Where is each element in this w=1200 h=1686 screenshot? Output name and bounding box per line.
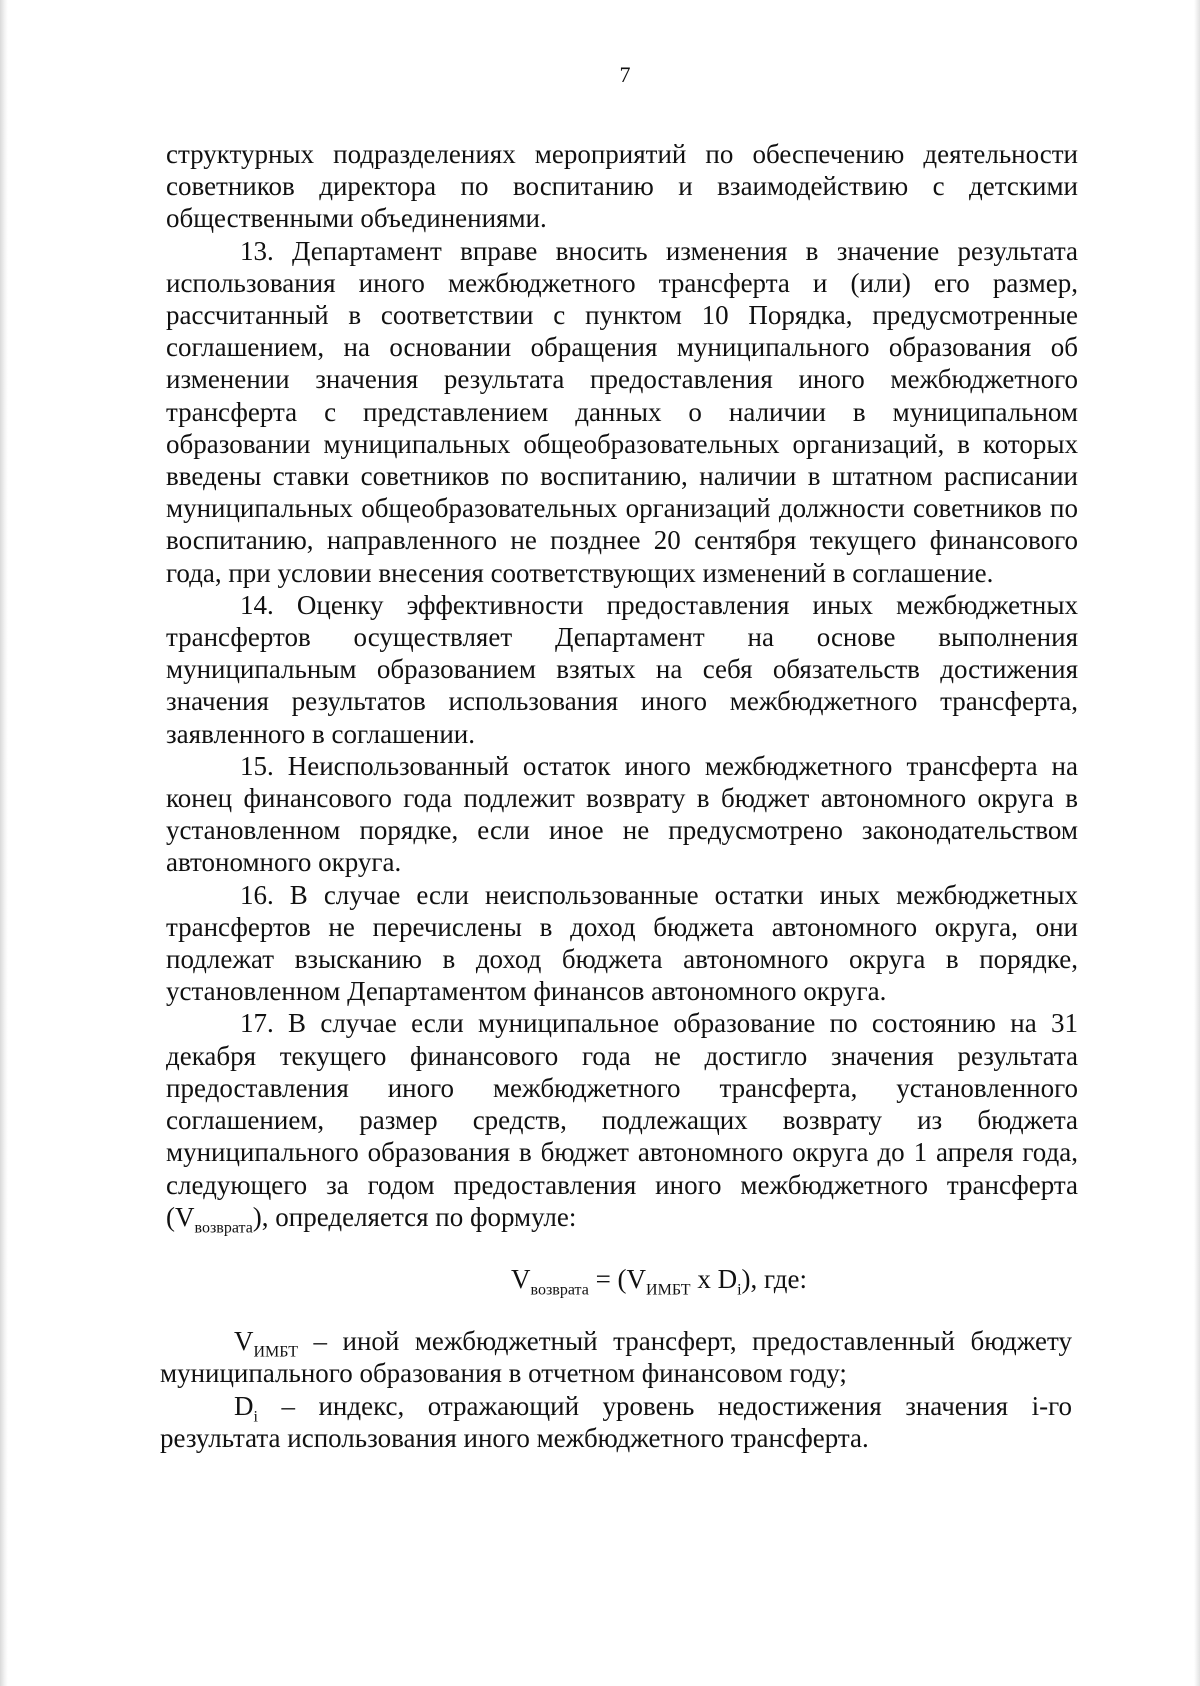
- formula-equals: = (V: [588, 1263, 647, 1294]
- definition-vimbt: [160, 1325, 1072, 1389]
- formula-i-subscript: i: [737, 1281, 742, 1299]
- formula-v: V: [511, 1263, 531, 1294]
- paragraph-17-subscript: возврата: [194, 1219, 253, 1237]
- paragraph-15: 15. Неиспользованный остаток иного межбюджетного трансферта на конец финансового года подлежит возврату в бюджет автономного округа в установленном порядке, если иное не предусмотрено законодательством автономного округа.: [166, 750, 1078, 878]
- formula-definitions: [160, 1325, 1072, 1454]
- definition-di: [160, 1390, 1072, 1454]
- return-formula: [166, 1263, 1078, 1299]
- document-body: [160, 138, 1078, 1454]
- paragraph-continuation: структурных подразделениях мероприятий по обеспечению деятельности советников директора по воспитанию и взаимодействию с детскими общественными объединениями.: [166, 139, 1078, 234]
- definition-di-subscript: i: [253, 1407, 258, 1425]
- paragraph-16: 16. В случае если неиспользованные остатки иных межбюджетных трансфертов не перечислены в доход бюджета автономного округа, они подлежат взысканию в доход бюджета автономного округа в порядке, установленном Департаментом финансов автономного округа.: [166, 879, 1078, 1007]
- definition-di-symbol: D: [234, 1390, 254, 1421]
- formula-v-subscript: возврата: [530, 1281, 589, 1299]
- formula-tail: ), где:: [741, 1263, 807, 1294]
- definition-di-text: – индекс, отражающий уровень недостижения значения i-го результата использования иного межбюджетного трансферта.: [160, 1390, 1072, 1453]
- definition-vimbt-symbol: V: [234, 1326, 254, 1357]
- paragraph-17-tail: ), определяется по формуле:: [252, 1201, 577, 1232]
- definition-vimbt-subscript: ИМБТ: [253, 1343, 299, 1361]
- scan-edge-right: [1194, 0, 1200, 1686]
- definition-vimbt-text: – иной межбюджетный трансферт, предоставленный бюджету муниципального образования в отчетном финансовом году;: [160, 1326, 1072, 1389]
- scan-edge-left: [0, 0, 8, 1686]
- paragraph-13: 13. Департамент вправе вносить изменения в значение результата использования иного межбюджетного трансферта и (или) его размер, рассчитанный в соответствии с пунктом 10 Порядка, предусмотренные соглашением, на основании обращения муниципального образования об изменении значения результата предоставления иного межбюджетного трансферта с представлением данных о наличии в муниципальном образовании муниципальных общеобразовательных организаций, в которых введены ставки советников по воспитанию, наличии в штатном расписании муниципальных общеобразовательных организаций должности советников по воспитанию, направленного не позднее 20 сентября текущего финансового года, при условии внесения соответствующих изменений в соглашение.: [166, 235, 1078, 588]
- paragraph-17: [166, 1007, 1078, 1237]
- page-number: 7: [619, 62, 631, 87]
- formula-imbt-subscript: ИМБТ: [646, 1281, 691, 1299]
- formula-mid: х D: [690, 1263, 738, 1294]
- paragraph-14: 14. Оценку эффективности предоставления иных межбюджетных трансфертов осуществляет Департамент на основе выполнения муниципальным образованием взятых на себя обязательств достижения значения результатов использования иного межбюджетного трансферта, заявленного в соглашении.: [166, 589, 1078, 749]
- paragraph-17-text: 17. В случае если муниципальное образование по состоянию на 31 декабря текущего финансового года не достигло значения результата предоставления иного межбюджетного трансферта, установленного соглашением, размер средств, подлежащих возврату из бюджета муниципального образования в бюджет автономного округа до 1 апреля года, следующего за годом предоставления иного межбюджетного трансферта (V: [166, 1008, 1078, 1232]
